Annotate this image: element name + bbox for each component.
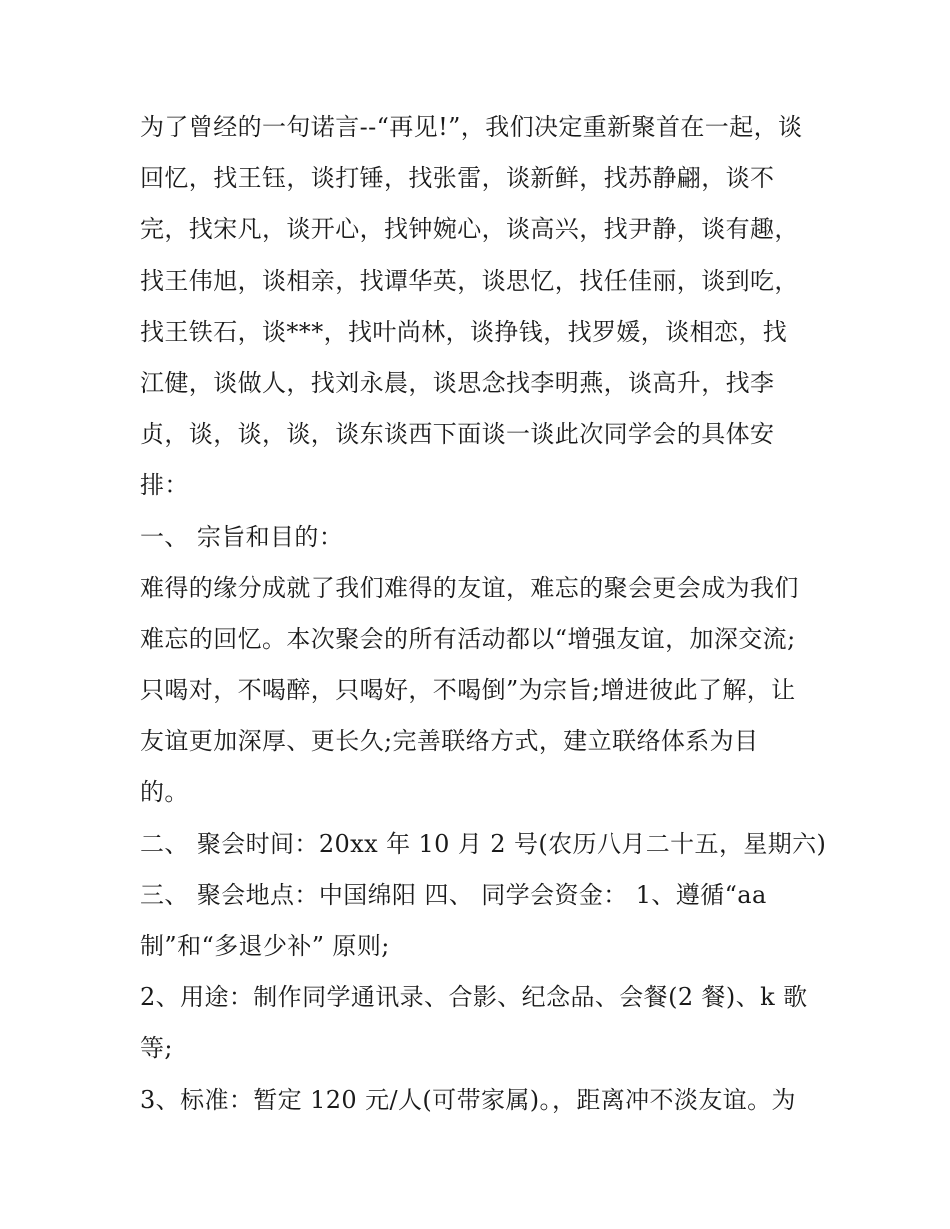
text-line: 只喝对，不喝醉，只喝好，不喝倒”为宗旨;增进彼此了解，让 xyxy=(140,676,796,705)
section-heading-location: 三、 聚会地点：中国绵阳 四、 同学会资金： 1、遵循“aa xyxy=(140,880,767,909)
text-line: 难忘的回忆。本次聚会的所有活动都以“增强友谊，加深交流; xyxy=(140,624,796,653)
text-line: 排： xyxy=(140,471,189,500)
text-line: 友谊更加深厚、更长久;完善联络方式，建立联络体系为目 xyxy=(140,727,759,756)
section-heading-purpose: 一、 宗旨和目的： xyxy=(140,522,344,551)
text-line: 的。 xyxy=(140,778,189,807)
text-line: 找王伟旭，谈相亲，找谭华英，谈思忆，找任佳丽，谈到吃， xyxy=(140,266,799,295)
text-line: 为了曾经的一句诺言--“再见!”，我们决定重新聚首在一起，谈 xyxy=(140,113,803,141)
text-line: 等; xyxy=(140,1034,173,1063)
list-item-usage: 2、用途：制作同学通讯录、合影、纪念品、会餐(2 餐)、k 歌 xyxy=(140,983,808,1012)
text-line: 制”和“多退少补” 原则; xyxy=(140,932,390,960)
text-line: 江健，谈做人，找刘永晨，谈思念找李明燕，谈高升，找李 xyxy=(140,368,775,397)
list-item-standard: 3、标准：暂定 120 元/人(可带家属)。，距离冲不淡友谊。为 xyxy=(140,1085,796,1114)
text-line: 找王铁石，谈***，找叶尚林，谈挣钱，找罗媛，谈相恋，找 xyxy=(140,317,788,346)
text-line: 贞，谈，谈，谈，谈东谈西下面谈一谈此次同学会的具体安 xyxy=(140,420,775,449)
text-line: 完，找宋凡，谈开心，找钟婉心，谈高兴，找尹静，谈有趣， xyxy=(140,215,799,244)
section-heading-time: 二、 聚会时间：20xx 年 10 月 2 号(农历八月二十五，星期六) xyxy=(140,829,827,858)
text-line: 回忆，找王钰，谈打锤，找张雷，谈新鲜，找苏静翩，谈不 xyxy=(140,164,775,193)
text-line: 难得的缘分成就了我们难得的友谊，难忘的聚会更会成为我们 xyxy=(140,573,799,602)
document-body xyxy=(140,102,827,1126)
